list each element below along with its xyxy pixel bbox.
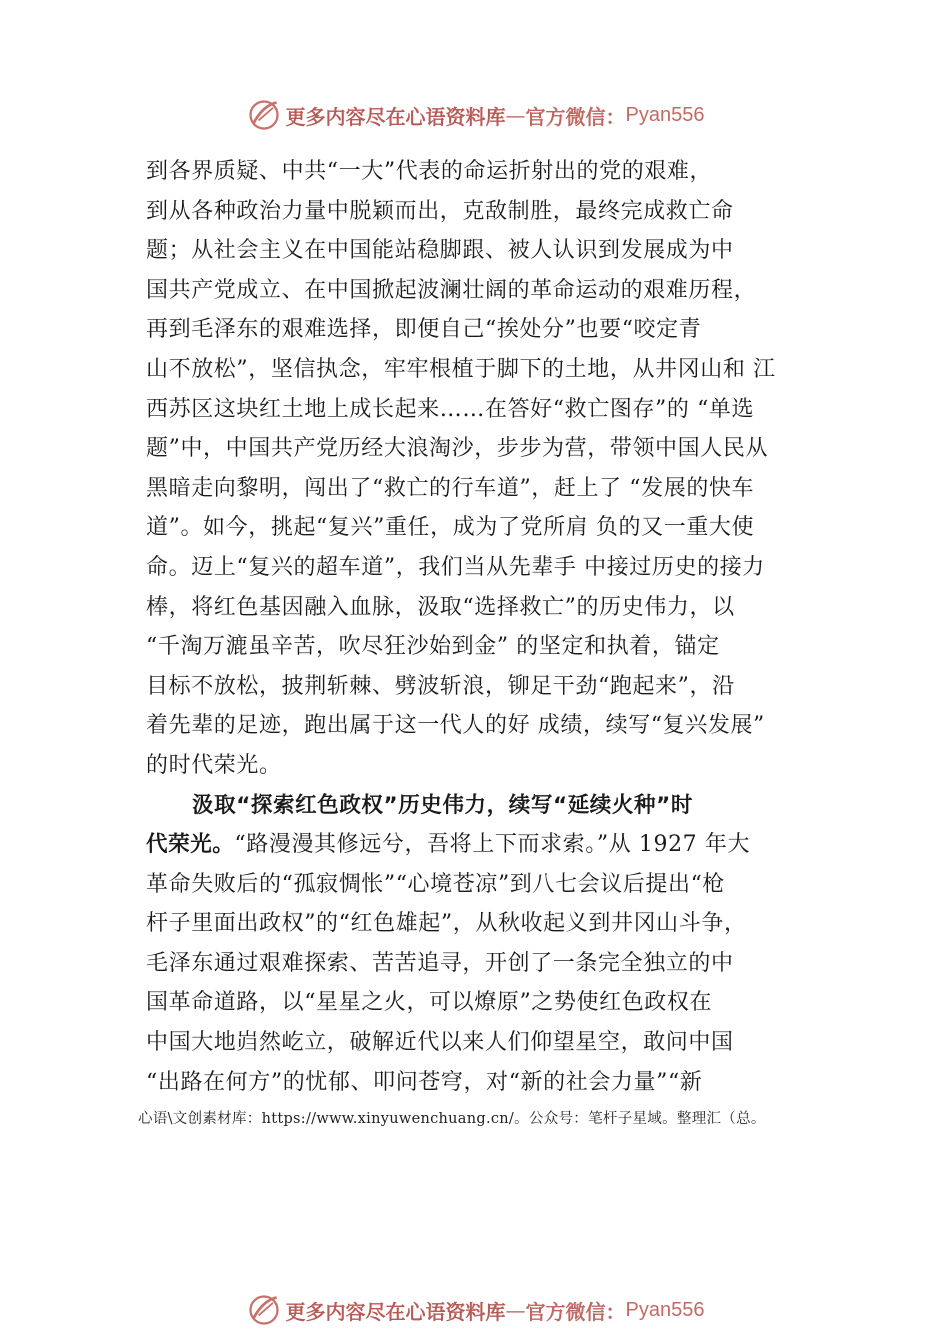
banner-wechat-id: Pyan556: [625, 103, 705, 126]
text-line: 中国大地岿然屹立，破解近代以来人们仰望星空，敢问中国: [146, 1030, 734, 1056]
brand-logo-icon: [246, 97, 282, 133]
text-line: 目标不放松，披荆斩棘、劈波斩浪，铆足干劲“跑起来”，沿: [146, 673, 735, 699]
text-line: 黑暗走向黎明，闯出了“救亡的行车道”，赶上了 “发展的快车: [146, 475, 755, 501]
banner-wechat-id: Pyan556: [625, 1298, 705, 1321]
header-banner-top: [0, 95, 950, 135]
text-line: 毛泽东通过艰难探索、苦苦追寻，开创了一条完全独立的中: [146, 950, 734, 976]
text-line: 道”。如今，挑起“复兴”重任，成为了党所肩 负的又一重大使: [146, 515, 755, 541]
text-line: 到各界质疑、中共“一大”代表的命运折射出的党的艰难，: [146, 159, 713, 184]
document-body: [146, 152, 836, 1102]
banner-wechat-label: 官方微信：: [525, 104, 626, 129]
section-heading-end: 代荣光。: [146, 832, 235, 858]
text-line: 的时代荣光。: [146, 752, 282, 778]
text-line: 山不放松”，坚信执念，牢牢根植于脚下的土地，从井冈山和 江: [146, 356, 776, 382]
text-line: 杆子里面出政权”的“红色雄起”，从秋收起义到井冈山斗争，: [146, 911, 747, 937]
banner-title: 更多内容尽在心语资料库: [285, 1299, 506, 1324]
text-line: 棒，将红色基因融入血脉，汲取“选择救亡”的历史伟力，以: [146, 594, 735, 620]
text-line: 到从各种政治力量中脱颖而出，克敌制胜，最终完成救亡命: [146, 198, 734, 224]
paragraph-start: “路漫漫其修远兮，吾将上下而求索。”从 1927 年大: [234, 832, 751, 858]
section-heading: 汲取“探索红色政权”历史伟力，续写“延续火种”时: [192, 792, 693, 818]
header-banner-bottom: [0, 1290, 950, 1330]
text-line: 题；从社会主义在中国能站稳脚跟、被人认识到发展成为中: [146, 238, 734, 264]
brand-logo-icon: [246, 1292, 282, 1328]
page-footer: 心语\文创素材库：https://www.xinyuwenchuang.cn/。公众号：笔杆子星域。整理汇（总。: [138, 1111, 766, 1127]
text-line: 题”中，中国共产党历经大浪淘沙，步步为营，带领中国人民从: [146, 436, 769, 462]
banner-wechat-label: 官方微信：: [525, 1299, 626, 1324]
banner-separator: —: [505, 1298, 526, 1322]
banner-title: 更多内容尽在心语资料库: [285, 104, 506, 129]
text-line: 着先辈的足迹，跑出属于这一代人的好 成绩，续写“复兴发展”: [146, 713, 765, 739]
heading-continuation-line: [146, 825, 836, 865]
text-line: 再到毛泽东的艰难选择，即便自己“挨处分”也要“咬定青: [146, 317, 702, 343]
text-line: 命。迈上“复兴的超车道”，我们当从先辈手 中接过历史的接力: [146, 554, 765, 580]
banner-separator: —: [505, 103, 526, 127]
text-line: 革命失败后的“孤寂惆怅”“心境苍凉”到八七会议后提出“枪: [146, 871, 726, 897]
text-line: “出路在何方”的忧郁、叩问苍穹，对“新的社会力量”“新: [146, 1069, 703, 1095]
text-line: 国革命道路，以“星星之火，可以燎原”之势使红色政权在: [146, 990, 713, 1016]
text-line: “千淘万漉虽辛苦，吹尽狂沙始到金” 的坚定和执着，锚定: [146, 634, 720, 660]
text-line: 西苏区这块红土地上成长起来……在答好“救亡图存”的 “单选: [146, 396, 755, 422]
text-line: 国共产党成立、在中国掀起波澜壮阔的革命运动的艰难历程，: [146, 277, 757, 303]
